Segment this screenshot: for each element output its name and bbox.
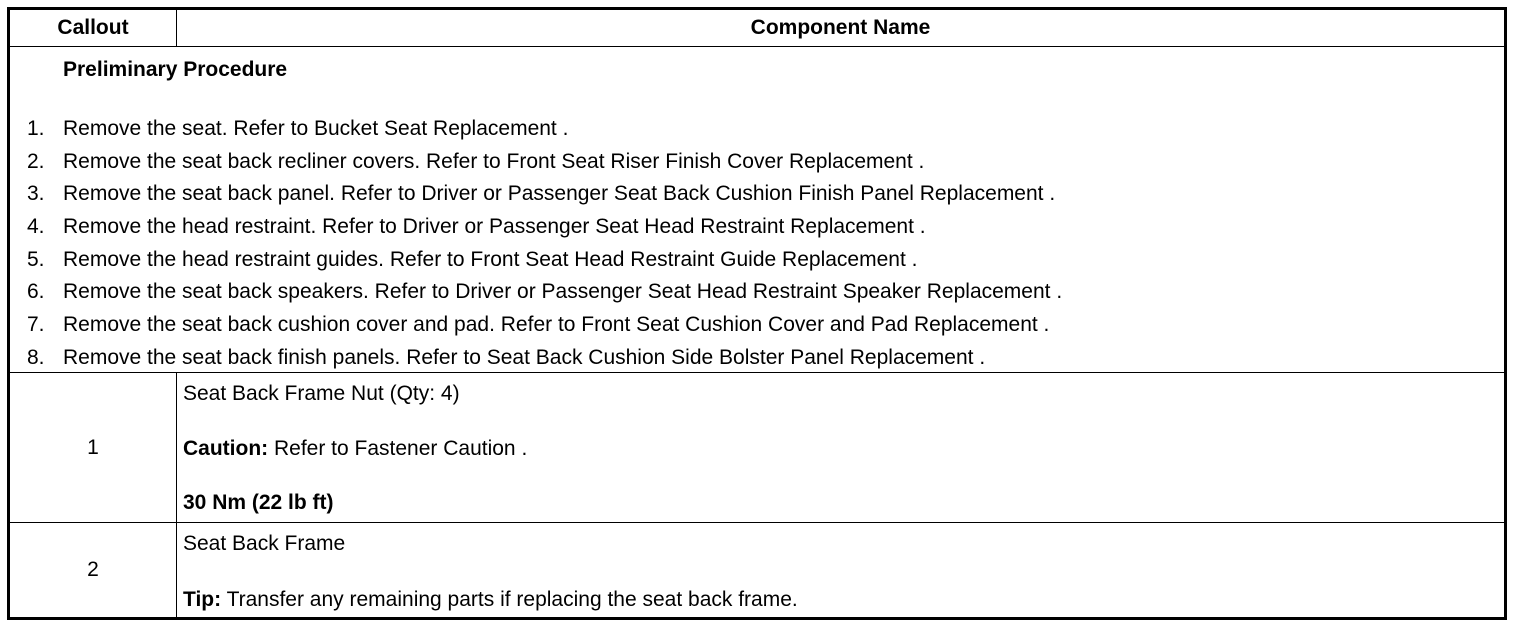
step-number: 1.: [27, 117, 45, 140]
step-number: 3.: [27, 182, 45, 206]
torque-spec: 30 Nm (22 lb ft): [183, 491, 334, 514]
list-item: [10, 276, 1062, 309]
step-text: Remove the seat back panel. Refer to Driver or Passenger Seat Back Cushion Finish Panel Replacement .: [63, 182, 1056, 206]
step-text: Remove the seat back finish panels. Refer to Seat Back Cushion Side Bolster Panel Replacement .: [63, 345, 986, 369]
component-table: [7, 7, 1507, 620]
step-text: Remove the seat back speakers. Refer to Driver or Passenger Seat Head Restraint Speaker Replacement .: [63, 280, 1063, 304]
step-number: 5.: [27, 247, 45, 271]
component-name: Seat Back Frame: [183, 532, 346, 555]
list-item: [10, 342, 1062, 375]
component-cell: [177, 523, 1506, 619]
component-name: Seat Back Frame Nut (Qty: 4): [183, 382, 460, 405]
caution-text: Refer to Fastener Caution .: [268, 437, 528, 460]
list-item: [10, 244, 1062, 277]
step-number: 6.: [27, 280, 45, 304]
caution-note: [183, 437, 527, 461]
table-header-row: [9, 9, 1506, 47]
preliminary-steps: [10, 113, 1062, 375]
step-text: Remove the head restraint. Refer to Driver or Passenger Seat Head Restraint Replacement .: [63, 215, 926, 239]
tip-label: Tip:: [183, 588, 222, 611]
callout-cell: 1: [9, 373, 177, 523]
header-callout: Callout: [9, 9, 177, 47]
step-number: 8.: [27, 345, 45, 369]
step-number: 2.: [27, 149, 45, 173]
list-item: [10, 178, 1062, 211]
tip-text: Transfer any remaining parts if replacing the seat back frame.: [221, 588, 798, 611]
preliminary-title: Preliminary Procedure: [63, 58, 288, 81]
preliminary-cell: [9, 47, 1506, 373]
step-number: 7.: [27, 313, 45, 337]
table-row: [9, 523, 1506, 619]
list-item: [10, 146, 1062, 179]
step-number: 4.: [27, 215, 45, 239]
list-item: [10, 211, 1062, 244]
tip-note: [183, 588, 798, 612]
caution-label: Caution:: [183, 437, 269, 460]
step-text: Remove the seat back recliner covers. Refer to Front Seat Riser Finish Cover Replacement .: [63, 149, 925, 173]
step-text: Remove the seat back cushion cover and pad. Refer to Front Seat Cushion Cover and Pad Replacement .: [63, 313, 1050, 337]
step-text: Remove the seat. Refer to Bucket Seat Replacement .: [63, 117, 569, 140]
step-text: Remove the head restraint guides. Refer to Front Seat Head Restraint Guide Replacement .: [63, 247, 918, 271]
preliminary-row: [9, 47, 1506, 373]
header-component-name: Component Name: [177, 9, 1506, 47]
table-row: [9, 373, 1506, 523]
component-cell: [177, 373, 1506, 523]
callout-cell: 2: [9, 523, 177, 619]
list-item: [10, 309, 1062, 342]
list-item: [10, 113, 1062, 146]
